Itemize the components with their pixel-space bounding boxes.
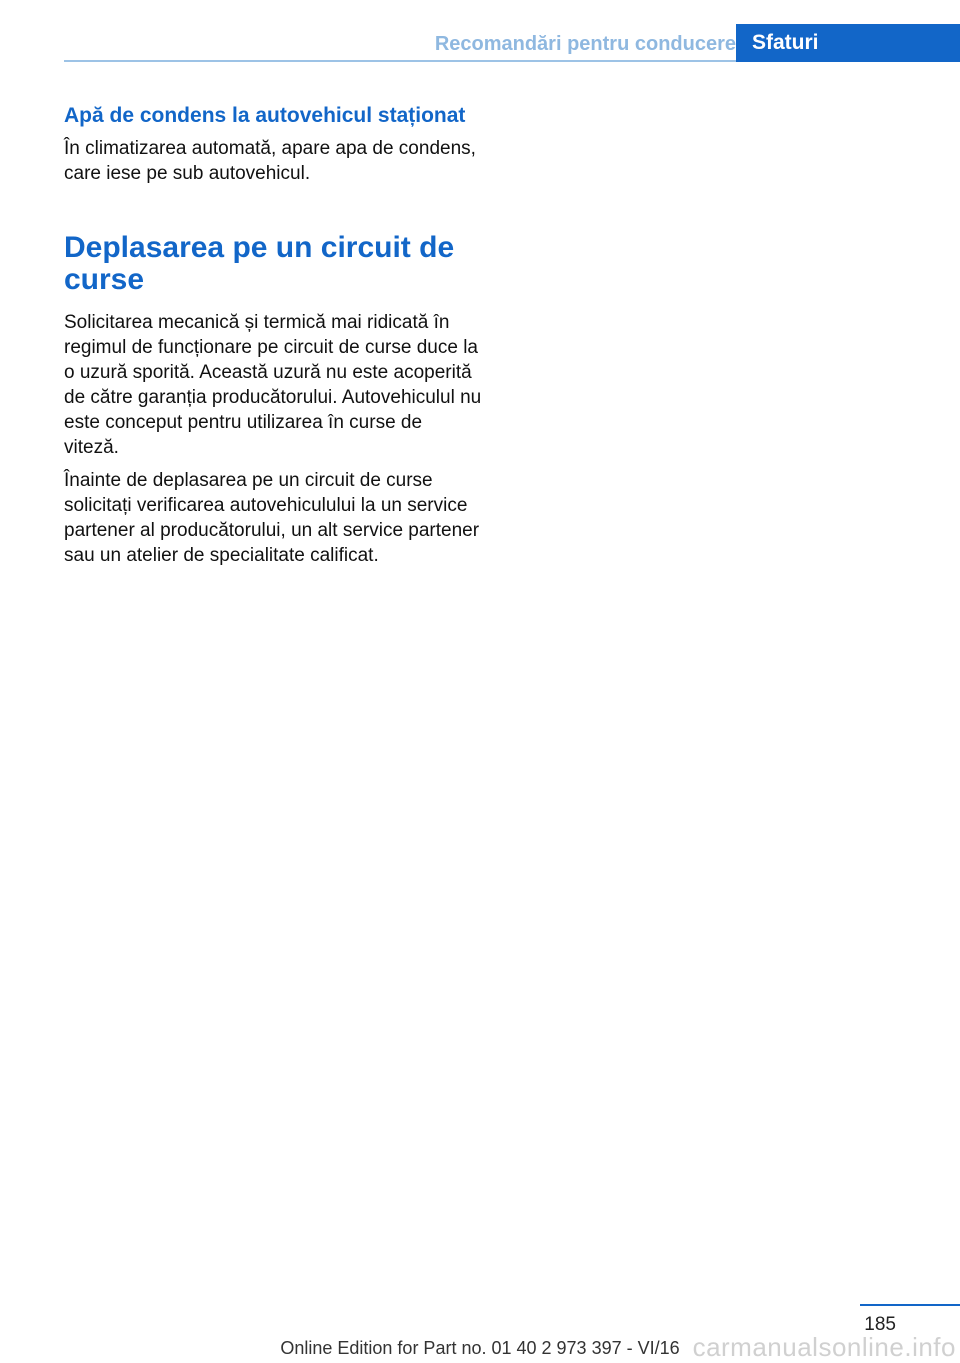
race-track-heading: Deplasarea pe un circuit de curse (64, 231, 455, 296)
race-track-paragraph-2: Înainte de deplasarea pe un circuit de curse solicitați verificarea autovehiculului la un service partener al producătorului, un alt service partener sau un atelier de specialitate calificat. (64, 470, 480, 566)
chapter-tab: Sfaturi (736, 24, 960, 62)
condensation-heading: Apă de condens la autovehicul staționat (64, 104, 466, 127)
watermark: carmanualsonline.info (692, 1332, 956, 1362)
edition-info: Online Edition for Part no. 01 40 2 973 397 - VI/16 (280, 1338, 680, 1358)
section-title: Recomandări pentru conducere (434, 33, 736, 55)
race-track-paragraph-1: Solicitarea mecanică și termică mai ridicată în regimul de funcționare pe circuit de curse duce la o uzură sporită. Această uzură nu este acoperită de către garanția producătorului. Autovehiculul nu este conceput pentru utilizarea în curse de viteză. (64, 312, 482, 458)
footer-rule (860, 1304, 960, 1306)
condensation-paragraph: În climatizarea automată, apare apa de condens, care iese pe sub autovehicul. (64, 138, 476, 184)
page-number: 185 (864, 1314, 896, 1335)
page-content (64, 103, 482, 576)
